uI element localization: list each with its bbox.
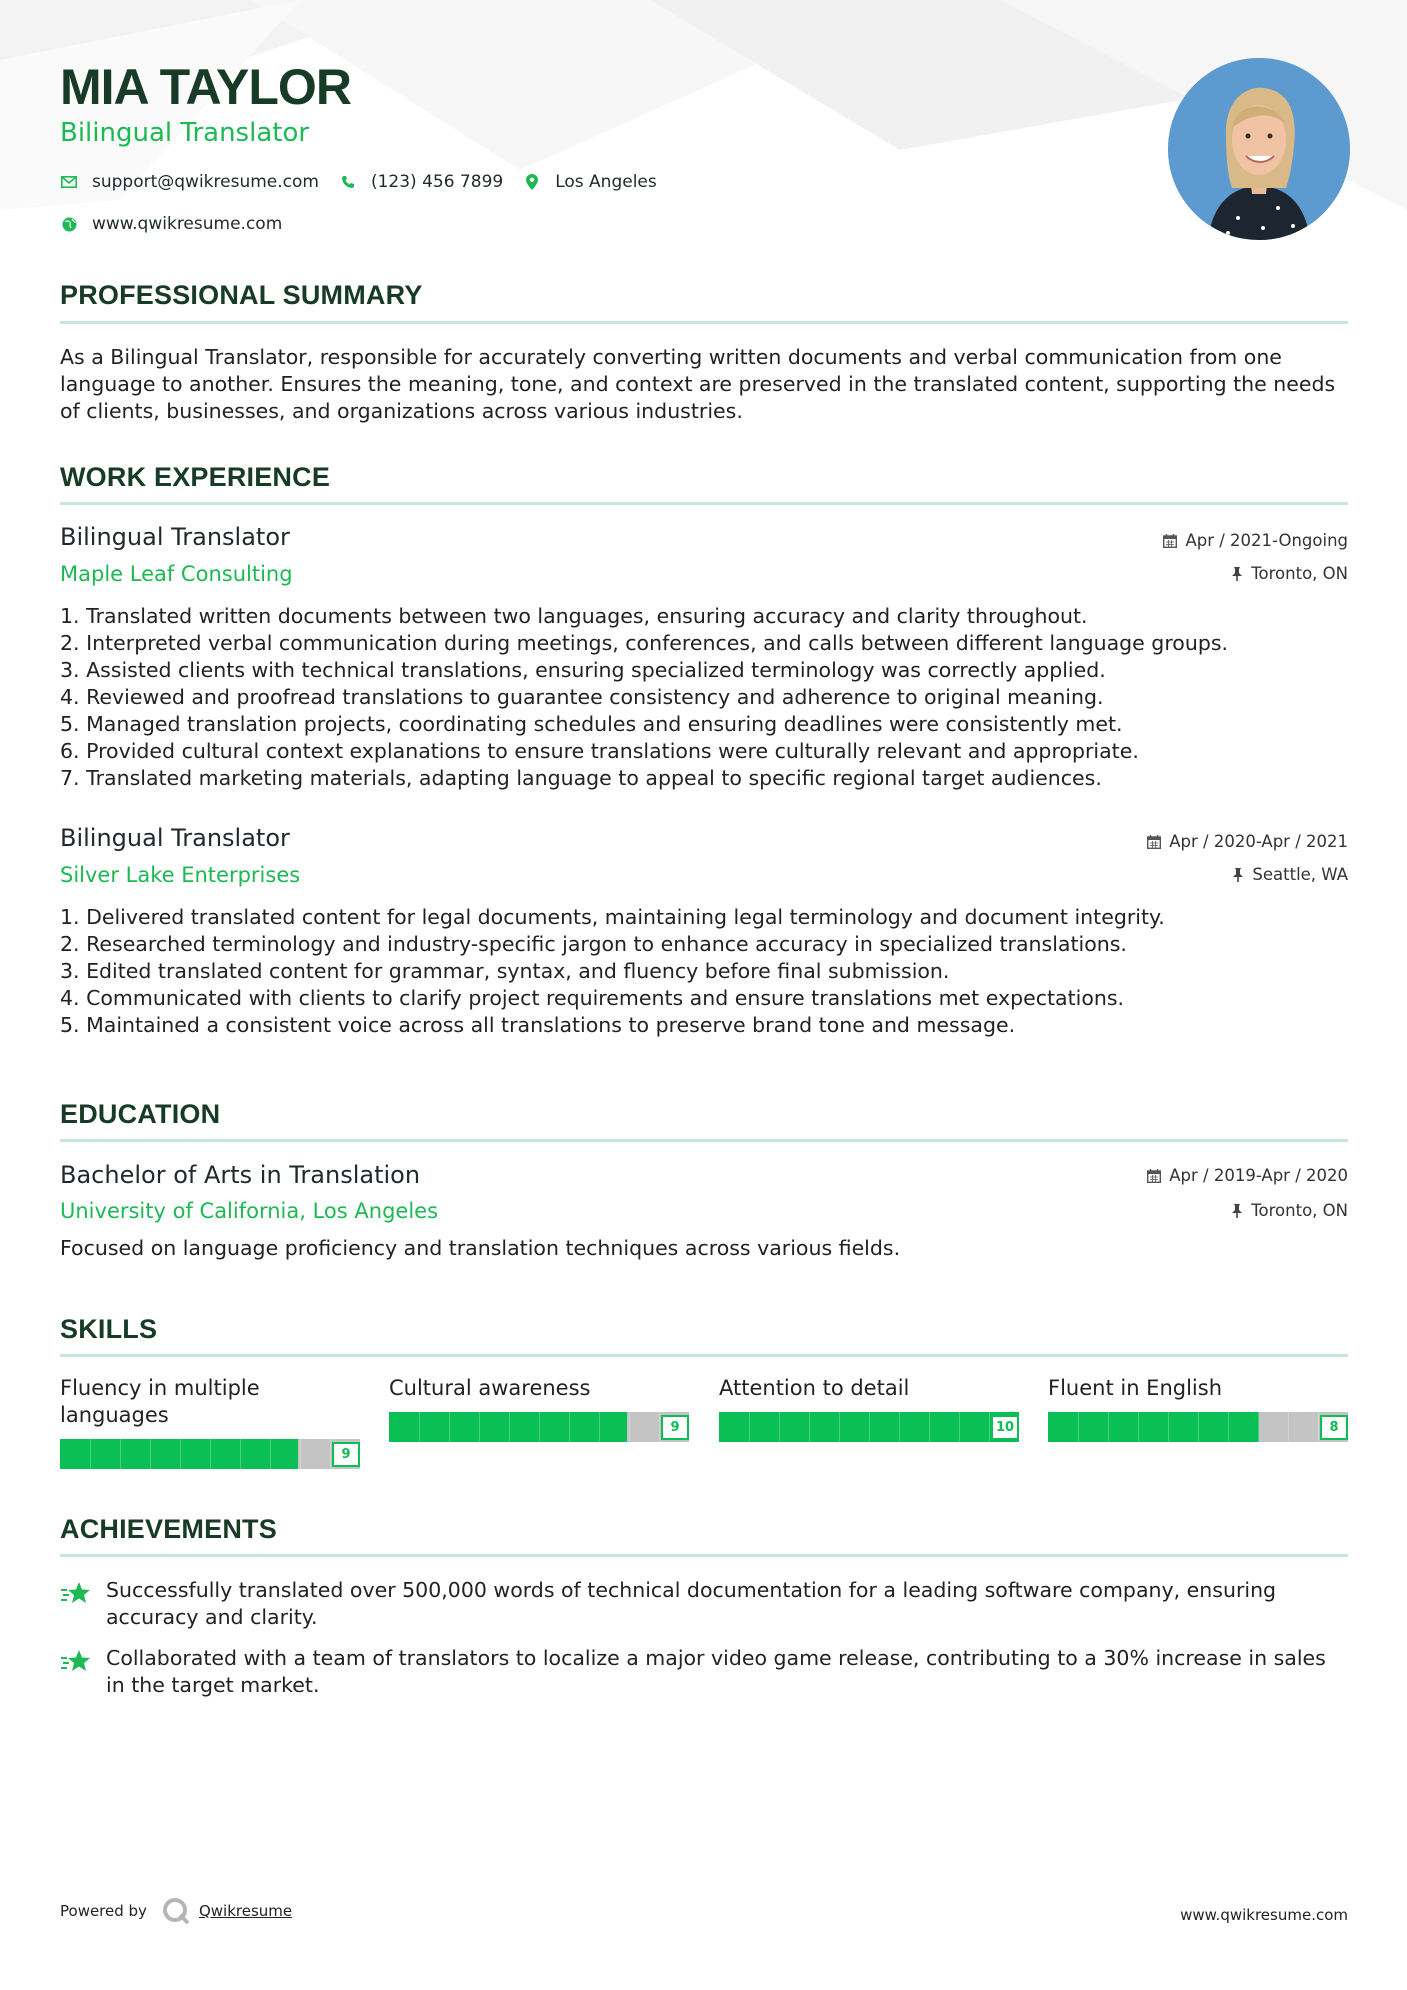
job-2-duties — [60, 904, 1348, 1039]
duty-item: 6. Provided cultural context explanations to ensure translations were culturally relevant and appropriate. — [60, 739, 1139, 763]
skill-level-badge: 9 — [332, 1442, 360, 1467]
skill-bar-segment — [1228, 1412, 1229, 1442]
footer-powered-by — [60, 1896, 292, 1926]
email-text: support@qwikresume.com — [92, 172, 319, 192]
skill-bar-segment — [1108, 1412, 1109, 1442]
job-2-location — [1232, 865, 1348, 884]
duty-item: 2. Researched terminology and industry-specific jargon to enhance accuracy in specialized translations. — [60, 932, 1127, 956]
qwikresume-logo-icon — [161, 1896, 191, 1926]
skill-bar — [1048, 1412, 1348, 1442]
star-speed-icon — [60, 1577, 94, 1631]
duty-item: 3. Edited translated content for grammar, syntax, and fluency before final submission. — [60, 959, 950, 983]
skill-bar-segment — [839, 1412, 840, 1442]
education-dates-text: Apr / 2019-Apr / 2020 — [1169, 1166, 1348, 1185]
skill-bar-segment — [959, 1412, 960, 1442]
achievement-item — [60, 1577, 1348, 1631]
skill-level-badge: 10 — [991, 1415, 1019, 1440]
summary-text: As a Bilingual Translator, responsible for accurately converting written documents and verbal communication from one language to another. Ensures the meaning, tone, and context are preserved in the translated content, supporting the needs of clients, businesses, and organizations across various industries. — [60, 345, 1336, 423]
skill-bar-segment — [90, 1439, 91, 1469]
education-heading: EDUCATION — [60, 1099, 221, 1129]
skill-level-badge: 8 — [1320, 1415, 1348, 1440]
skill-bar-segment — [749, 1412, 750, 1442]
achievement-text: Collaborated with a team of translators to localize a major video game release, contributing to a 30% increase in sales in the target market. — [106, 1646, 1326, 1697]
location-text: Los Angeles — [555, 172, 657, 192]
education-dates — [1147, 1166, 1348, 1185]
skill-item — [1048, 1375, 1348, 1442]
duty-item: 3. Assisted clients with technical translations, ensuring specialized terminology was correctly applied. — [60, 658, 1106, 682]
duty-item: 2. Interpreted verbal communication during meetings, conferences, and calls between different language groups. — [60, 631, 1229, 655]
job-1-location — [1231, 564, 1348, 583]
job-2-dates-text: Apr / 2020-Apr / 2021 — [1169, 832, 1348, 851]
job-2-location-text: Seattle, WA — [1252, 865, 1348, 884]
skills-heading: SKILLS — [60, 1314, 158, 1344]
skills-divider — [60, 1354, 1348, 1357]
education-divider — [60, 1139, 1348, 1142]
job-1-dates-text: Apr / 2021-Ongoing — [1185, 531, 1348, 550]
skill-bar-segment — [899, 1412, 900, 1442]
skill-bar-fill — [60, 1439, 298, 1469]
skill-bar-segment — [150, 1439, 151, 1469]
skill-name: Attention to detail — [719, 1376, 910, 1400]
job-2-dates — [1147, 832, 1348, 851]
skill-bar-segment — [270, 1439, 271, 1469]
achievements-divider — [60, 1554, 1348, 1557]
pin-icon — [1231, 567, 1243, 581]
skill-item — [719, 1375, 1019, 1442]
education-location — [1231, 1201, 1348, 1220]
achievement-text: Successfully translated over 500,000 words of technical documentation for a leading software company, ensuring accuracy and clarity. — [106, 1578, 1277, 1629]
globe-icon — [60, 215, 78, 233]
education-degree: Bachelor of Arts in Translation — [60, 1161, 421, 1189]
calendar-icon — [1147, 1169, 1161, 1183]
envelope-icon — [60, 173, 78, 191]
skill-bar-segment — [1168, 1412, 1169, 1442]
education-description: Focused on language proficiency and translation techniques across various fields. — [60, 1236, 901, 1260]
contact-website[interactable] — [60, 214, 282, 234]
profile-photo — [1168, 58, 1350, 240]
skill-item — [389, 1375, 689, 1442]
skill-bar-segment — [599, 1412, 600, 1442]
job-1-dates — [1163, 531, 1348, 550]
contact-location — [523, 172, 657, 192]
skill-name: Cultural awareness — [389, 1376, 591, 1400]
pin-icon — [1231, 1204, 1243, 1218]
skill-bar-segment — [210, 1439, 211, 1469]
skill-bar-segment — [180, 1439, 181, 1469]
experience-heading: WORK EXPERIENCE — [60, 462, 331, 492]
powered-by-label: Powered by — [60, 1902, 147, 1920]
skill-bar — [389, 1412, 689, 1442]
education-school: University of California, Los Angeles — [60, 1199, 439, 1223]
job-1-duties — [60, 603, 1348, 792]
duty-item: 5. Maintained a consistent voice across all translations to preserve brand tone and message. — [60, 1013, 1016, 1037]
skill-bar-segment — [479, 1412, 480, 1442]
duty-item: 4. Communicated with clients to clarify project requirements and ensure translations met expectations. — [60, 986, 1125, 1010]
qwikresume-link[interactable]: Qwikresume — [198, 1902, 293, 1920]
experience-divider — [60, 502, 1348, 505]
skill-bar-segment — [449, 1412, 450, 1442]
phone-text: (123) 456 7899 — [370, 172, 504, 192]
skill-bar-segment — [419, 1412, 420, 1442]
calendar-icon — [1163, 534, 1177, 548]
contact-row-primary — [60, 172, 677, 192]
candidate-role: Bilingual Translator — [60, 118, 310, 148]
skill-bar-segment — [1288, 1412, 1289, 1442]
skill-bar-segment — [240, 1439, 241, 1469]
skill-bar-segment — [509, 1412, 510, 1442]
job-1-company: Maple Leaf Consulting — [60, 562, 293, 586]
summary-divider — [60, 321, 1348, 324]
calendar-icon — [1147, 835, 1161, 849]
skill-bar-segment — [659, 1412, 660, 1442]
skill-bar-segment — [300, 1439, 301, 1469]
skill-bar-segment — [929, 1412, 930, 1442]
contact-row-secondary — [60, 214, 302, 234]
skill-bar-segment — [120, 1439, 121, 1469]
phone-icon — [339, 173, 357, 191]
skill-bar-segment — [539, 1412, 540, 1442]
job-1-location-text: Toronto, ON — [1251, 564, 1348, 583]
map-pin-icon — [523, 173, 541, 191]
skill-bar-segment — [809, 1412, 810, 1442]
contact-email[interactable] — [60, 172, 319, 192]
star-speed-icon — [60, 1645, 94, 1699]
pin-icon — [1232, 868, 1244, 882]
duty-item: 1. Translated written documents between two languages, ensuring accuracy and clarity throughout. — [60, 604, 1088, 628]
skill-name: Fluency in multiple languages — [60, 1376, 260, 1427]
skill-bar-segment — [1258, 1412, 1259, 1442]
education-location-text: Toronto, ON — [1251, 1201, 1348, 1220]
skill-bar-segment — [330, 1439, 331, 1469]
skill-bar-segment — [569, 1412, 570, 1442]
skill-bar-segment — [869, 1412, 870, 1442]
skill-bar-segment — [779, 1412, 780, 1442]
resume-page — [60, 0, 1348, 1990]
skill-bar-segment — [629, 1412, 630, 1442]
achievements-heading: ACHIEVEMENTS — [60, 1514, 277, 1544]
contact-phone[interactable] — [339, 172, 503, 192]
portrait-illustration — [1168, 58, 1350, 240]
summary-heading: PROFESSIONAL SUMMARY — [60, 280, 423, 310]
footer-website[interactable]: www.qwikresume.com — [1180, 1906, 1348, 1924]
skill-bar-segment — [1198, 1412, 1199, 1442]
job-2-title: Bilingual Translator — [60, 824, 290, 852]
achievement-item — [60, 1645, 1348, 1699]
skill-name: Fluent in English — [1048, 1376, 1223, 1400]
duty-item: 4. Reviewed and proofread translations to guarantee consistency and adherence to original meaning. — [60, 685, 1104, 709]
skill-bar-fill — [389, 1412, 627, 1442]
duty-item: 5. Managed translation projects, coordinating schedules and ensuring deadlines were consistently met. — [60, 712, 1123, 736]
skill-bar-segment — [1318, 1412, 1319, 1442]
skill-bar-segment — [1138, 1412, 1139, 1442]
job-1-title: Bilingual Translator — [60, 523, 290, 551]
candidate-name: MIA TAYLOR — [60, 59, 351, 115]
skill-bar — [719, 1412, 1019, 1442]
skill-bar — [60, 1439, 360, 1469]
skill-bar-segment — [1078, 1412, 1079, 1442]
skill-level-badge: 9 — [661, 1415, 689, 1440]
skill-item — [60, 1375, 360, 1469]
duty-item: 7. Translated marketing materials, adapting language to appeal to specific regional target audiences. — [60, 766, 1102, 790]
skill-bar-segment — [989, 1412, 990, 1442]
duty-item: 1. Delivered translated content for legal documents, maintaining legal terminology and document integrity. — [60, 905, 1165, 929]
job-2-company: Silver Lake Enterprises — [60, 863, 301, 887]
website-text: www.qwikresume.com — [92, 214, 283, 234]
